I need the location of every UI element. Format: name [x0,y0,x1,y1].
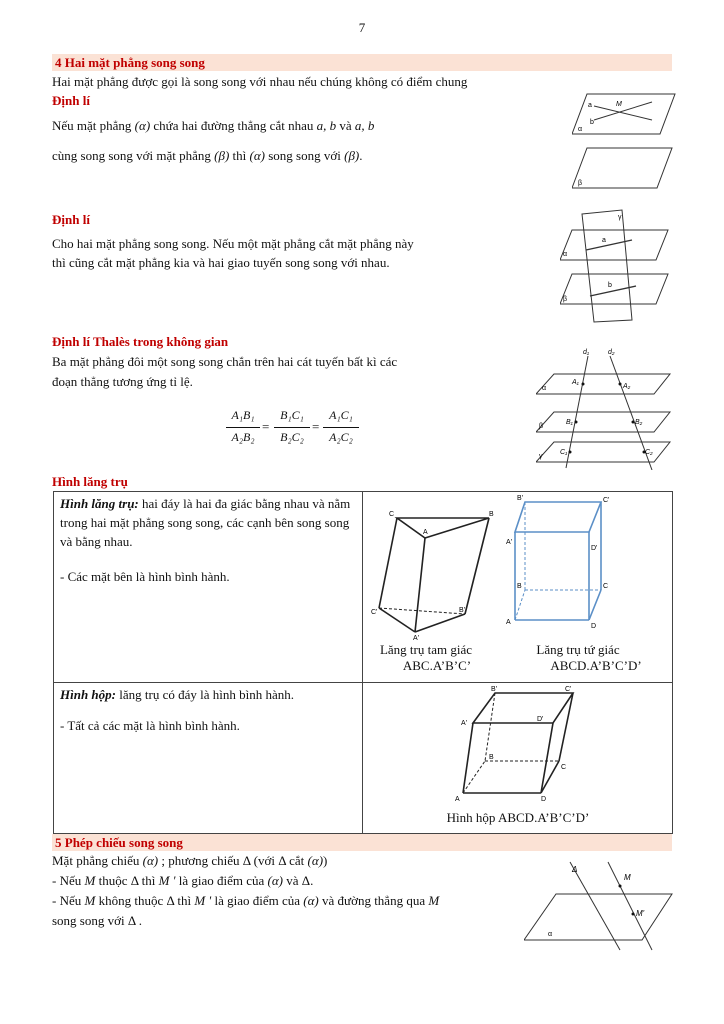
label-Ap: A' [413,635,420,640]
label-Bp: B' [491,686,498,693]
projection-line-1: Mặt phẳng chiếu (α) ; phương chiếu Δ (với Δ cắt (α)) [52,853,328,868]
label-alpha: α [548,931,553,938]
frac3-bar [323,427,359,428]
theorem-thales-title: Định lí Thalès trong không gian [52,334,229,349]
line-a [594,106,652,120]
label-A: A [506,619,511,626]
thales-line-2: đoạn thẳng tương ứng tỉ lệ. [52,374,193,389]
label-B: B [517,583,522,590]
frac3-num: A₁C₁ [329,408,353,422]
point-M [619,885,622,888]
label-delta: Δ [572,865,578,874]
page-number: 7 [358,20,366,35]
projection-plane [524,894,672,940]
caption-quadrilateral-prism: Lăng trụ tứ giác ABCD.A’B’C’D’ [536,642,642,673]
label-M: M [616,101,622,108]
point-B1 [575,421,578,424]
label-M: M [624,873,631,882]
section-5-heading: 5 Phép chiếu song song [52,834,672,851]
label-B: B [489,511,494,518]
prism-definition: Hình lăng trụ: hai đáy là hai đa giác bằng nhau và nằm trong hai mặt phẳng song song, các cạnh bên song song và bằng nhau. [60,496,351,549]
frac1-den: A₂B₂ [231,430,255,444]
theorem-2-line-1: Cho hai mặt phẳng song song. Nếu một mặt phẳng cắt mặt phẳng này [52,236,414,251]
direction-delta [570,862,620,950]
projection-line-2: - Nếu M thuộc Δ thì M ' là giao điểm của (α) và Δ. [52,873,314,888]
frac2-bar [274,427,310,428]
label-b: b [590,119,594,126]
frac2-den: B₂C₂ [280,430,304,444]
label-d1: d₁ [583,349,590,356]
label-C: C [389,511,395,518]
label-A2: A₂ [623,383,631,390]
frac1-num: A₁B₁ [231,408,255,422]
frac1-bar [226,427,260,428]
point-Mp [632,913,635,916]
label-Dp: D' [591,545,598,552]
label-Bp: B' [517,495,524,502]
theorem-1-title: Định lí [52,93,90,108]
label-A: A [455,796,460,803]
label-C2: C₂ [645,449,653,456]
label-B2: B₂ [635,419,643,426]
label-Ap: A' [506,539,513,546]
plane-alpha [560,230,668,260]
label-alpha: α [563,251,568,258]
label-alpha: α [578,126,583,133]
box-text-cell [54,683,363,834]
line-b [594,102,652,120]
plane-alpha [572,94,675,134]
table-row-box [54,683,673,834]
label-d2: d₂ [608,349,615,356]
label-C: C [561,764,567,771]
point-A1 [582,383,585,386]
label-Mp: M' [636,909,645,918]
label-Ap: A' [461,720,468,727]
box-note: - Tất cả các mặt là hình bình hành. [60,718,240,733]
label-B: B [489,754,494,761]
label-Cp: C' [565,686,572,693]
prism-title: Hình lăng trụ [52,474,128,489]
point-C1 [569,451,572,454]
label-beta: β [563,296,568,303]
thales-formula [226,408,366,450]
plane-alpha [536,374,670,394]
label-Cp: C' [603,497,610,504]
label-Bp: B' [459,607,466,614]
caption-parallelepiped: Hình hộp ABCD.A’B’C’D’ [446,810,590,825]
label-gamma: γ [618,214,622,221]
theorem-1-line-1: Nếu mặt phẳng (α) chứa hai đường thẳng cắt nhau a, b và a, b [52,118,375,133]
prism-table [53,491,673,834]
plane-beta [560,274,668,304]
eq-1: = [262,419,270,434]
figure-triangular-prism [369,504,499,640]
figure-thales [536,346,672,470]
section-4-heading: 4 Hai mặt phẳng song song [52,54,672,71]
frac2-num: B₁C₁ [280,408,304,422]
label-A1: A₁ [572,379,579,386]
projection-line-3: - Nếu M không thuộc Δ thì M ' là giao điểm của (α) và đường thẳng qua M [52,893,440,908]
parallel-planes-definition: Hai mặt phẳng được gọi là song song với nhau nếu chúng không có điểm chung [52,74,468,89]
label-C1: C₁ [560,449,568,456]
label-alpha: α [542,385,547,392]
label-C: C [603,583,609,590]
prism-text-cell [54,492,363,683]
figure-parallel-planes [572,92,678,192]
theorem-2-line-2: thì cũng cắt mặt phẳng kia và hai giao tuyến song song với nhau. [52,255,390,270]
label-gamma: γ [539,453,543,460]
label-Dp: D' [537,716,544,723]
figure-parallelepiped [455,685,579,803]
plane-gamma [582,210,632,322]
figure-cutting-plane [560,206,672,324]
plane-beta [536,412,670,432]
frac3-den: A₂C₂ [329,430,353,444]
label-a: a [602,237,606,244]
label-beta: β [539,423,544,430]
label-beta: β [578,180,583,187]
label-a: a [588,102,592,109]
prism-figure-cell [363,492,673,683]
label-B1: B₁ [566,419,573,426]
box-figure-cell [363,683,673,834]
theorem-1-line-2: cùng song song với mặt phẳng (β) thì (α) song song với (β). [52,148,363,163]
point-A2 [619,383,622,386]
table-row-prism [54,492,673,683]
thales-line-1: Ba mặt phẳng đôi một song song chắn trên hai cát tuyến bất kì các [52,354,398,369]
label-b: b [608,282,612,289]
plane-beta [572,148,672,188]
projection-line-4: song song với Δ . [52,913,142,928]
figure-quadrilateral-prism [505,492,625,632]
label-A: A [423,529,428,536]
caption-triangular-prism: Lăng trụ tam giác ABC.A’B’C’ [379,642,473,673]
label-D: D [541,796,547,803]
eq-2: = [312,419,320,434]
prism-note: - Các mặt bên là hình bình hành. [60,569,230,584]
theorem-2-title: Định lí [52,212,90,227]
label-Cp: C' [371,609,378,616]
figure-parallel-projection [524,858,674,952]
label-D: D [591,623,597,630]
box-definition: Hình hộp: lăng trụ có đáy là hình bình hành. [60,687,294,702]
